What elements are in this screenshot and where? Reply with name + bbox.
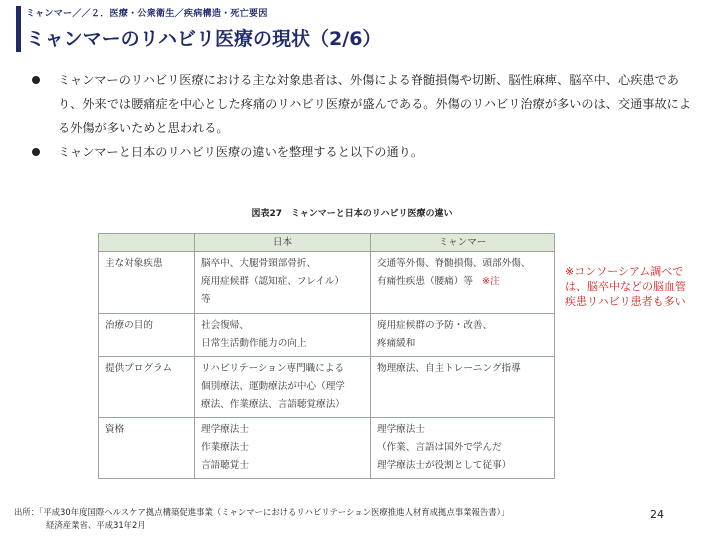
- myanmar-cell: [371, 357, 555, 418]
- cell-line: 日常生活動作能力の向上: [201, 338, 307, 349]
- cell-line: [377, 273, 548, 291]
- note-marker: ※注: [482, 276, 500, 287]
- title-accent-bar: [16, 6, 21, 52]
- cell-line: 理学療法士が役割として従事）: [377, 460, 512, 471]
- cell-line: 物理療法、自主トレーニング指導: [377, 363, 521, 374]
- cell-line: （作業、言語は国外で学んだ: [377, 442, 502, 453]
- table-header-row: [99, 234, 555, 252]
- cell-line-text: 有痛性疾患（腰痛）等: [377, 276, 473, 287]
- japan-cell: [195, 252, 371, 314]
- cell-line: 社会復帰、: [201, 320, 249, 331]
- table-header-japan: 日本: [195, 234, 371, 252]
- bullet-dot-icon: [32, 148, 40, 156]
- table-header-myanmar: ミャンマー: [371, 234, 555, 252]
- source-line-1: 出所：「平成30年度国際ヘルスケア拠点構築促進事業（ミャンマーにおけるリハビリテーション医療推進人材育成拠点事業報告書）」: [14, 507, 510, 517]
- side-note: ※コンソーシアム調べでは、脳卒中などの脳血管疾患リハビリ患者も多い: [565, 265, 686, 308]
- figure-caption-text: 図表27 ミャンマーと日本のリハビリ医療の違い: [251, 209, 453, 219]
- table-header-empty: [99, 234, 195, 252]
- comparison-table: [98, 233, 555, 479]
- breadcrumb: ミャンマー／／２．医療・公衆衛生／疾病構造・死亡要因: [26, 9, 268, 19]
- bullet-text: ミャンマーのリハビリ医療における主な対象患者は、外傷による脊髄損傷や切断、脳性麻痺、脳卒中、心疾患であり、外来では腰痛症を中心とした疼痛のリハビリ医療が盛んである。外傷のリハビリ治療が多いのは、交通事故による外傷が多いためと思われる。: [58, 73, 692, 135]
- table-row: [99, 357, 555, 418]
- cell-line: 等: [201, 294, 211, 305]
- bullet-item: [30, 140, 702, 164]
- cell-line: リハビリテーション専門職による: [201, 363, 345, 374]
- bullet-item: [30, 68, 702, 140]
- table-row: [99, 252, 555, 314]
- row-label: 提供プログラム: [99, 357, 195, 418]
- figure-caption: [0, 206, 720, 219]
- table-row: [99, 418, 555, 479]
- bullet-list: [30, 68, 702, 164]
- cell-line: 言語聴覚士: [201, 460, 249, 471]
- cell-line: 療法、作業療法、言語聴覚療法）: [201, 399, 345, 410]
- cell-line: 理学療法士: [201, 424, 249, 435]
- bullet-text: ミャンマーと日本のリハビリ医療の違いを整理すると以下の通り。: [58, 145, 424, 159]
- row-label: 主な対象疾患: [99, 252, 195, 314]
- cell-line: 個別療法、運動療法が中心（理学: [201, 381, 345, 392]
- source-line-2: 経済産業省、平成31年2月: [46, 520, 146, 530]
- cell-line: 疼痛緩和: [377, 338, 416, 349]
- myanmar-cell: [371, 314, 555, 357]
- japan-cell: [195, 418, 371, 479]
- page-number: 24: [650, 508, 664, 521]
- table-row: [99, 314, 555, 357]
- cell-line: 脳卒中、大腿骨頸部骨折、: [201, 258, 317, 269]
- bullet-dot-icon: [32, 76, 40, 84]
- japan-cell: [195, 314, 371, 357]
- source-citation: [14, 506, 509, 532]
- cell-line: 廃用症候群の予防・改善、: [377, 320, 493, 331]
- japan-cell: [195, 357, 371, 418]
- cell-line: 交通等外傷、脊髄損傷、頭部外傷、: [377, 258, 531, 269]
- row-label: 資格: [99, 418, 195, 479]
- cell-line: 理学療法士: [377, 424, 425, 435]
- row-label: 治療の目的: [99, 314, 195, 357]
- cell-line: 廃用症候群（認知症、フレイル）: [201, 276, 345, 287]
- myanmar-cell: [371, 418, 555, 479]
- myanmar-cell: [371, 252, 555, 314]
- cell-line: 作業療法士: [201, 442, 249, 453]
- page-title: ミャンマーのリハビリ医療の現状（2/6）: [26, 28, 382, 50]
